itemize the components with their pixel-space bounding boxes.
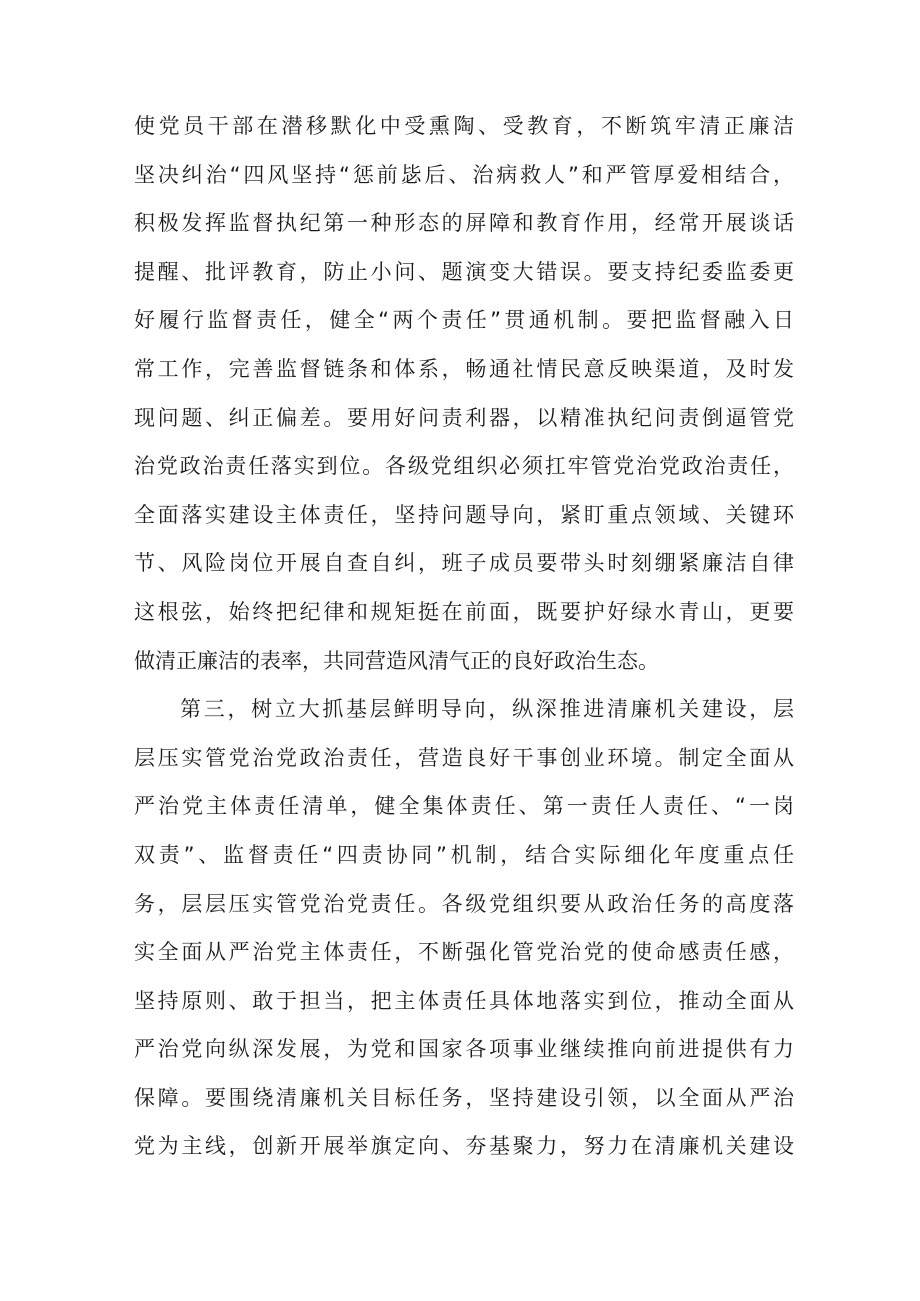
paragraph-first-line: 第三，树立大抓基层鲜明导向，纵深推进清廉机关建设，层 — [180, 697, 794, 722]
text-line: 保障。要围绕清廉机关目标任务，坚持建设引领，以全面从严治 — [134, 1085, 794, 1110]
text-line: 好履行监督责任，健全“两个责任”贯通机制。要把监督融入日 — [134, 308, 794, 333]
text-line: 坚决纠治“四风坚持“惩前毖后、治病救人”和严管厚爱相结合， — [134, 162, 794, 187]
text-line: 严治党主体责任清单，健全集体责任、第一责任人责任、“一岗 — [134, 794, 794, 819]
text-line: 节、风险岗位开展自查自纠，班子成员要带头时刻绷紧廉洁自律 — [134, 551, 794, 576]
text-line: 党为主线，创新开展举旗定向、夯基聚力，努力在清廉机关建设 — [134, 1134, 794, 1159]
text-line: 做清正廉洁的表率，共同营造风清气正的良好政治生态。 — [134, 648, 659, 673]
text-line: 层压实管党治党政治责任，营造良好干事创业环境。制定全面从 — [134, 745, 794, 770]
text-line: 使党员干部在潜移默化中受熏陶、受教育，不断筑牢清正廉洁 — [134, 114, 794, 138]
text-line: 严治党向纵深发展，为党和国家各项事业继续推向前进提供有力 — [134, 1037, 794, 1062]
text-line: 治党政治责任落实到位。各级党组织必须扛牢管党治党政治责任， — [134, 454, 794, 479]
text-line: 常工作，完善监督链条和体系，畅通社情民意反映渠道，及时发 — [134, 356, 794, 381]
body-text — [134, 102, 794, 1171]
text-line: 全面落实建设主体责任，坚持问题导向，紧盯重点领域、关键环 — [134, 502, 794, 527]
text-line: 务，层层压实管党治党责任。各级党组织要从政治任务的高度落 — [134, 891, 794, 916]
text-line: 这根弦，始终把纪律和规矩挺在前面，既要护好绿水青山，更要 — [134, 599, 794, 624]
text-line: 双责”、监督责任“四责协同”机制，结合实际细化年度重点任 — [134, 842, 794, 867]
text-line: 坚持原则、敢于担当，把主体责任具体地落实到位，推动全面从 — [134, 988, 794, 1013]
text-line: 提醒、批评教育，防止小问、题演变大错误。要支持纪委监委更 — [134, 259, 794, 284]
text-line: 现问题、纠正偏差。要用好问责利器，以精准执纪问责倒逼管党 — [134, 405, 794, 430]
text-line: 实全面从严治党主体责任，不断强化管党治党的使命感责任感， — [134, 940, 794, 965]
text-line: 积极发挥监督执纪第一种形态的屏障和教育作用，经常开展谈话 — [134, 211, 794, 236]
